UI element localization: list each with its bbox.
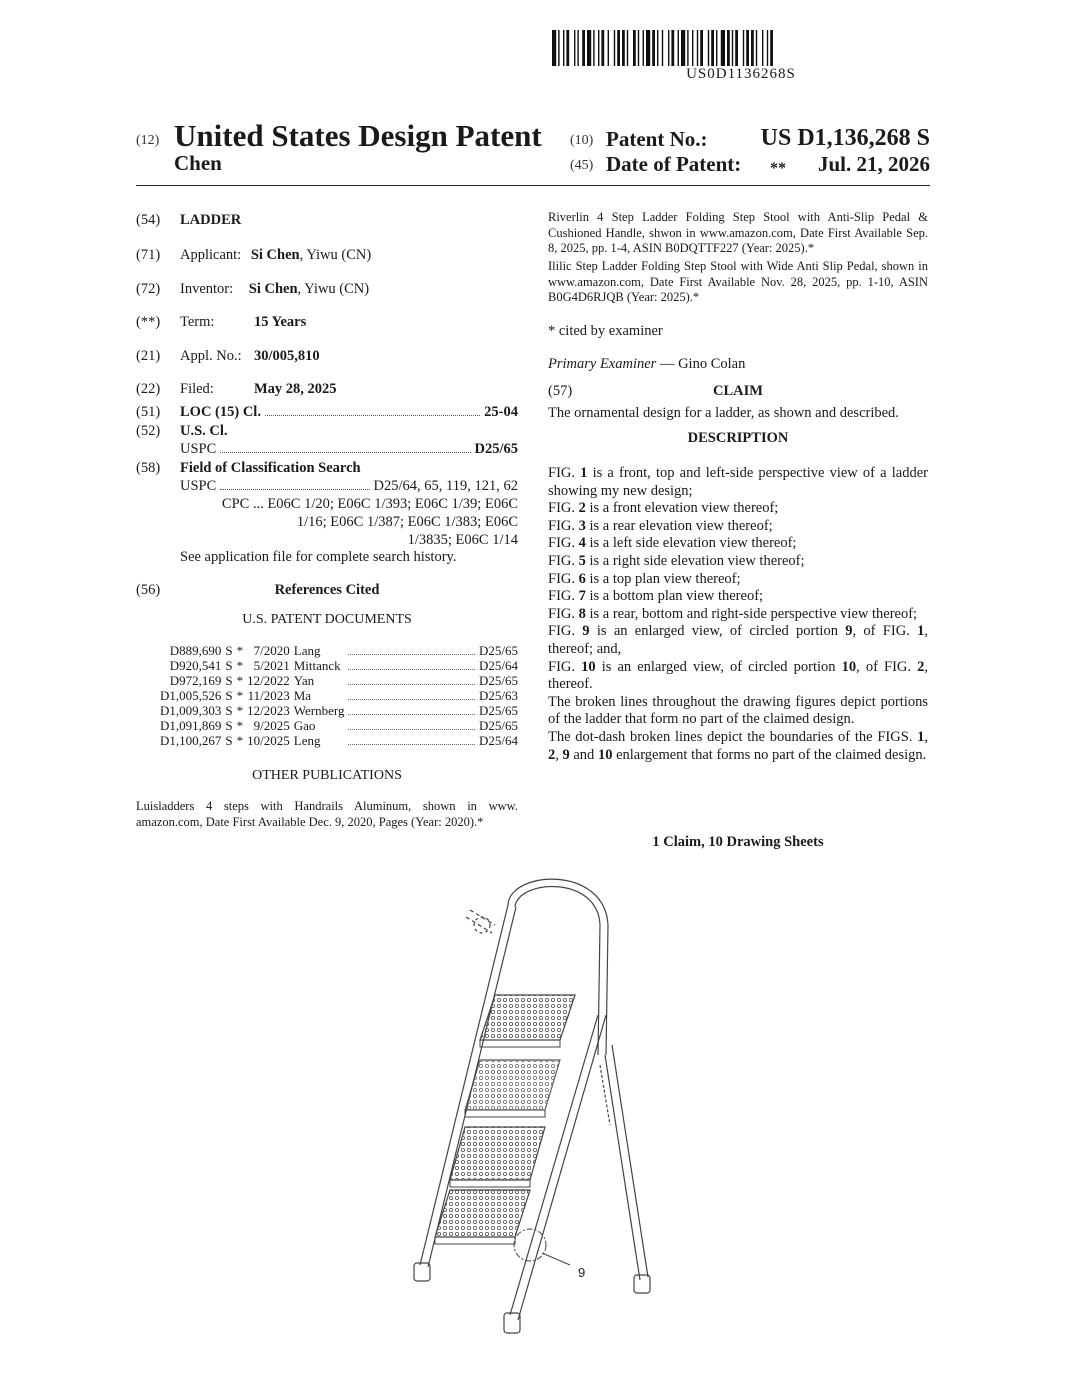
fig-desc: FIG. 2 is a front elevation view thereof; <box>548 500 779 517</box>
term-value: 15 Years <box>254 314 307 330</box>
fig-desc: FIG. 5 is a right side elevation view thereof; <box>548 552 805 569</box>
ref-star: * <box>236 673 244 688</box>
loc-label: LOC (15) Cl. <box>180 404 261 420</box>
fig-desc: FIG. 6 is a top plan view thereof; <box>548 570 741 587</box>
search-history-note: See application file for complete search history. <box>180 549 457 565</box>
ladder-drawing <box>400 865 680 1335</box>
fig-desc: FIG. 1 is a front, top and left-side perspective view of a ladder showing my new design; <box>548 465 928 499</box>
claim-code: (57) <box>548 383 573 399</box>
ref-class: D25/63 <box>479 688 518 703</box>
ref-class: D25/64 <box>479 733 518 748</box>
ref-number: D920,541 <box>169 658 222 673</box>
ref-number: D1,100,267 <box>160 733 222 748</box>
ref-date: 5/2021 <box>253 658 290 673</box>
leader-dots <box>346 733 477 748</box>
title-code: (54) <box>136 212 161 228</box>
leader-dots <box>346 673 477 688</box>
ref-name: Mittanck <box>293 658 341 673</box>
reference-row <box>158 733 520 748</box>
inventor-label: Inventor: <box>180 281 234 297</box>
header-rule <box>136 185 930 186</box>
ref-kind: S <box>225 673 233 688</box>
cpc-line-2: 1/16; E06C 1/387; E06C 1/383; E06C <box>296 514 518 530</box>
leader-dots <box>265 415 480 416</box>
loc-row <box>180 403 518 421</box>
fig-desc: FIG. 4 is a left side elevation view thereof; <box>548 535 797 552</box>
leader-dots <box>346 703 477 718</box>
examiner-name: — Gino Colan <box>656 356 746 372</box>
ref-star: * <box>236 688 244 703</box>
leader-dots <box>220 452 470 453</box>
ref-kind: S <box>225 718 233 733</box>
loc-value: 25-04 <box>484 404 518 420</box>
barcode <box>552 30 930 66</box>
reference-row <box>158 658 520 673</box>
other-publication-2: Riverlin 4 Step Ladder Folding Step Stool with Anti-Slip Pedal & Cushioned Handle, shwon in www.amazon.com, Date First Available Sep. 8, 2025, pp. 1-4, ASIN B0DQTTF227 (Year: 2025).* <box>548 210 928 255</box>
reference-row <box>158 673 520 688</box>
fig-desc: FIG. 8 is a rear, bottom and right-side perspective view thereof; <box>548 605 918 622</box>
ref-star: * <box>236 643 244 658</box>
leader-dots <box>346 688 477 703</box>
fig-9-desc: FIG. 9 is an enlarged view, of circled portion 9, of FIG. 1, thereof; and, <box>548 623 928 657</box>
date-label: Date of Patent: <box>606 152 742 176</box>
ref-name: Gao <box>293 718 316 733</box>
inventor-name: Si Chen <box>248 281 298 297</box>
fig-desc: FIG. 7 is a bottom plan view thereof; <box>548 588 764 605</box>
inventor-surname: Chen <box>174 151 222 175</box>
ref-name: Wernberg <box>293 703 345 718</box>
patent-date: Jul. 21, 2026 <box>817 152 930 176</box>
uspc-row <box>180 440 518 458</box>
ref-kind: S <box>225 643 233 658</box>
field-uspc-value: D25/64, 65, 119, 121, 62 <box>373 478 518 494</box>
filed-code: (22) <box>136 381 161 397</box>
claim-text: The ornamental design for a ladder, as shown and described. <box>548 405 899 421</box>
leader-dots <box>346 658 477 673</box>
date-code: (45) <box>570 158 594 173</box>
references-cited-heading: References Cited <box>274 582 380 598</box>
applicant-location: , Yiwu (CN) <box>299 247 372 263</box>
uscl-label: U.S. Cl. <box>180 423 228 439</box>
ref-star: * <box>236 703 244 718</box>
ref-class: D25/64 <box>479 658 518 673</box>
inventor-field <box>180 280 369 298</box>
description-body <box>548 465 928 764</box>
leader-dots <box>346 718 477 733</box>
ref-kind: S <box>225 733 233 748</box>
ref-star: * <box>236 733 244 748</box>
ref-class: D25/65 <box>479 673 518 688</box>
appl-code: (21) <box>136 348 161 364</box>
description-heading: DESCRIPTION <box>687 430 789 446</box>
ref-kind: S <box>225 688 233 703</box>
applicant-name: Si Chen <box>250 247 300 263</box>
other-publications-heading: OTHER PUBLICATIONS <box>252 768 402 783</box>
primary-examiner <box>548 355 745 373</box>
ref-name: Leng <box>293 733 321 748</box>
leader-dots <box>220 489 369 490</box>
document-title: United States Design Patent <box>174 118 542 153</box>
barcode-number: US0D1136268S <box>686 66 796 82</box>
reference-row <box>158 688 520 703</box>
ref-class: D25/65 <box>479 643 518 658</box>
ref-date: 9/2025 <box>253 718 290 733</box>
loc-code: (51) <box>136 404 161 420</box>
uscl-code: (52) <box>136 423 161 439</box>
reference-row <box>158 703 520 718</box>
ref-class: D25/65 <box>479 718 518 733</box>
ref-date: 12/2023 <box>247 703 290 718</box>
ref-number: D889,690 <box>169 643 222 658</box>
claims-sheets-summary: 1 Claim, 10 Drawing Sheets <box>652 834 824 850</box>
callout-label: 9 <box>578 1265 586 1280</box>
field-label: Field of Classification Search <box>180 460 361 476</box>
field-code: (58) <box>136 460 161 476</box>
type-code: (12) <box>136 133 160 148</box>
fig-10-desc: FIG. 10 is an enlarged view, of circled portion 10, of FIG. 2, thereof. <box>548 658 928 693</box>
field-uspc-row <box>180 477 518 495</box>
ref-date: 7/2020 <box>253 643 290 658</box>
cited-by-examiner: * cited by examiner <box>548 323 663 339</box>
ref-kind: S <box>225 703 233 718</box>
other-publication-3: Ililic Step Ladder Folding Step Stool with Wide Anti Slip Pedal, shown in www.amazon.com, Date First Available Nov. 28, 2025, pp. 1-10, ASIN B0G4D6RJQB (Year: 2025).* <box>548 259 928 304</box>
uspc-label: USPC <box>180 441 217 457</box>
date-star: ** <box>770 160 786 177</box>
ref-date: 12/2022 <box>247 673 290 688</box>
ref-star: * <box>236 718 244 733</box>
cpc-line-1: CPC ... E06C 1/20; E06C 1/393; E06C 1/39; E06C <box>221 496 518 512</box>
broken-lines-note: The broken lines throughout the drawing figures depict portions of the ladder that form no part of the claimed design. <box>548 693 928 728</box>
reference-row <box>158 643 520 658</box>
other-publication-1: Luisladders 4 steps with Handrails Aluminum, shown in www. amazon.com, Date First Available Dec. 9, 2020, Pages (Year: 2020).* <box>136 799 518 829</box>
examiner-label: Primary Examiner <box>548 356 657 372</box>
claim-heading: CLAIM <box>713 383 763 399</box>
ref-number: D1,091,869 <box>160 718 222 733</box>
ref-name: Lang <box>293 643 321 658</box>
figure-list <box>548 465 928 623</box>
ref-kind: S <box>225 658 233 673</box>
filed-label: Filed: <box>180 381 214 397</box>
dot-dash-note: The dot-dash broken lines depict the boundaries of the FIGS. 1, 2, 9 and 10 enlargement that forms no part of the claimed design. <box>548 728 928 763</box>
fig-desc: FIG. 3 is a rear elevation view thereof; <box>548 517 773 534</box>
patent-no-code: (10) <box>570 133 594 148</box>
ref-number: D972,169 <box>169 673 222 688</box>
ref-class: D25/65 <box>479 703 518 718</box>
field-uspc-label: USPC <box>180 478 217 494</box>
inventor-location: , Yiwu (CN) <box>297 281 370 297</box>
ref-number: D1,005,526 <box>160 688 222 703</box>
ref-name: Ma <box>293 688 312 703</box>
ref-date: 11/2023 <box>247 688 290 703</box>
leader-dots <box>346 643 477 658</box>
patent-no-label: Patent No.: <box>606 127 708 151</box>
applicant-label: Applicant: <box>180 247 242 263</box>
references-table <box>158 643 520 748</box>
uspc-value: D25/65 <box>474 441 518 457</box>
applicant-code: (71) <box>136 247 161 263</box>
term-label: Term: <box>180 314 215 330</box>
appl-label: Appl. No.: <box>180 348 242 364</box>
us-docs-heading: U.S. PATENT DOCUMENTS <box>242 612 412 627</box>
ref-date: 10/2025 <box>247 733 290 748</box>
filed-date: May 28, 2025 <box>254 381 337 397</box>
ref-name: Yan <box>293 673 315 688</box>
patent-number: US D1,136,268 S <box>760 125 930 151</box>
applicant-field <box>180 246 371 264</box>
reference-row <box>158 718 520 733</box>
ref-number: D1,009,303 <box>160 703 222 718</box>
term-code: (**) <box>136 314 161 330</box>
refs-code: (56) <box>136 582 161 598</box>
inventor-code: (72) <box>136 281 161 297</box>
invention-title: LADDER <box>180 212 242 228</box>
ref-star: * <box>236 658 244 673</box>
appl-number: 30/005,810 <box>254 348 320 364</box>
cpc-line-3: 1/3835; E06C 1/14 <box>407 532 518 548</box>
